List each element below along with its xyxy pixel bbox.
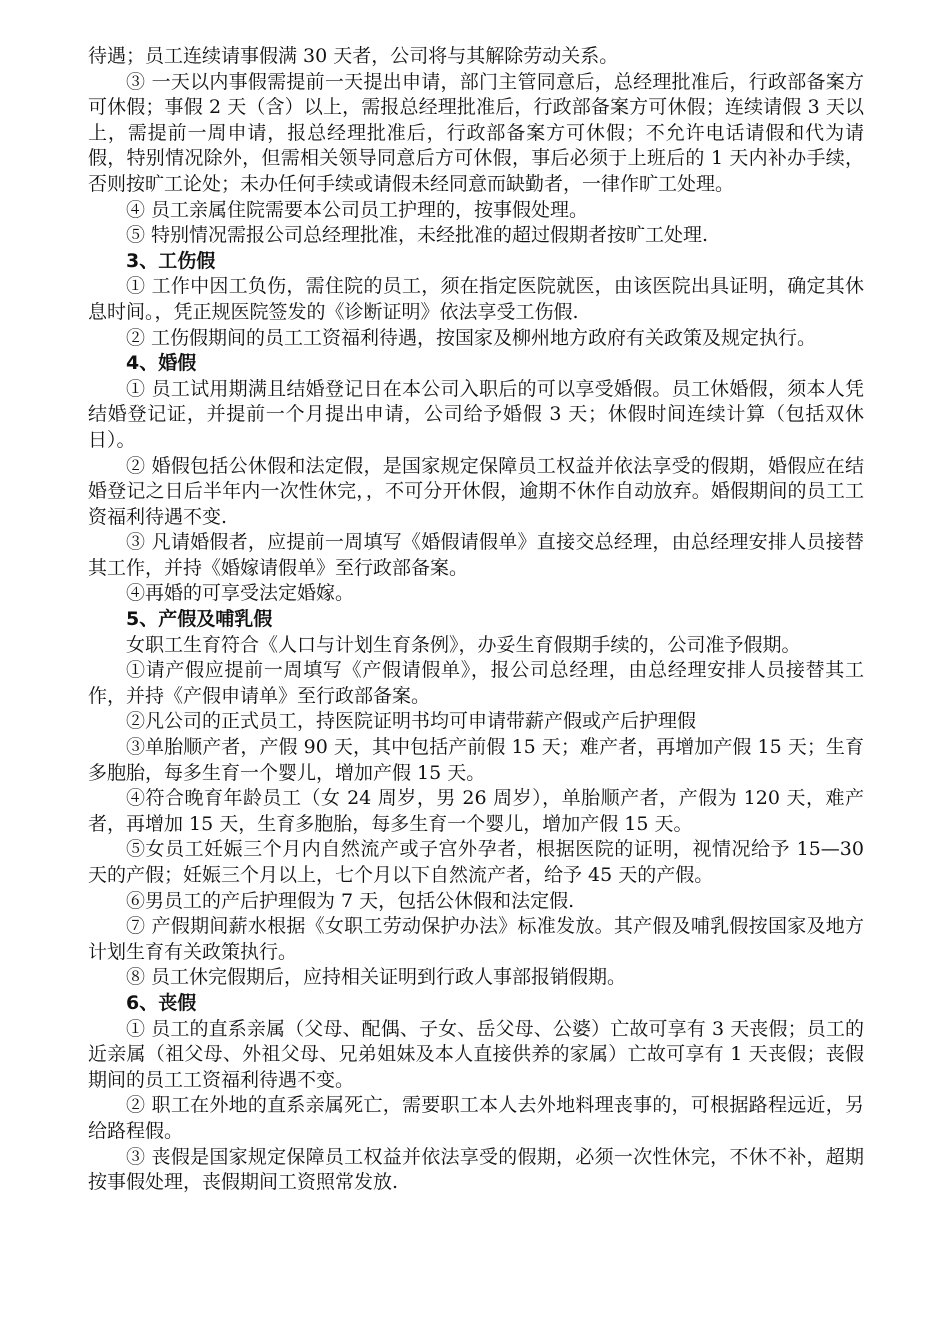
section-heading: 5、产假及哺乳假 (126, 608, 273, 631)
paragraph: ④再婚的可享受法定婚嫁。 (126, 582, 355, 605)
paragraph: ⑤女员工妊娠三个月内自然流产或子宫外孕者，根据医院的证明，视情况给予 15—30 天的产假；妊娠三个月以上，七个月以下自然流产者，给予 45 天的产假。 (88, 838, 864, 886)
section-heading: 6、丧假 (126, 991, 197, 1014)
section-heading: 4、婚假 (126, 352, 197, 375)
section-heading: 3、工伤假 (126, 249, 216, 272)
paragraph: ① 员工试用期满且结婚登记日在本公司入职后的可以享受婚假。员工休婚假，须本人凭结婚登记证，并提前一个月提出申请，公司给予婚假 3 天；休假时间连续计算（包括双休日）。 (88, 377, 864, 451)
paragraph: ① 工作中因工负伤，需住院的员工，须在指定医院就医，由该医院出具证明，确定其休息时间。，凭正规医院签发的《诊断证明》依法享受工伤假. (88, 275, 864, 323)
paragraph: ⑦ 产假期间薪水根据《女职工劳动保护办法》标准发放。其产假及哺乳假按国家及地方计划生育有关政策执行。 (88, 915, 864, 963)
paragraph: ⑤ 特别情况需报公司总经理批准，未经批准的超过假期者按旷工处理. (126, 224, 709, 247)
paragraph: 女职工生育符合《人口与计划生育条例》，办妥生育假期手续的，公司准予假期。 (126, 633, 801, 656)
paragraph: ⑧ 员工休完假期后，应持相关证明到行政人事部报销假期。 (126, 966, 627, 989)
paragraph: ④ 员工亲属住院需要本公司员工护理的，按事假处理。 (126, 198, 589, 221)
paragraph: ③ 凡请婚假者，应提前一周填写《婚假请假单》直接交总经理，由总经理安排人员接替其工作，并持《婚嫁请假单》至行政部备案。 (88, 531, 864, 579)
paragraph: ⑥男员工的产后护理假为 7 天，包括公休假和法定假. (126, 889, 575, 912)
paragraph: ③单胎顺产者，产假 90 天，其中包括产前假 15 天；难产者，再增加产假 15 天；生育多胞胎，每多生育一个婴儿，增加产假 15 天。 (88, 736, 864, 784)
paragraph: ② 工伤假期间的员工工资福利待遇，按国家及柳州地方政府有关政策及规定执行。 (126, 326, 817, 349)
paragraph: ③ 丧假是国家规定保障员工权益并依法享受的假期，必须一次性休完，不休不补，超期按事假处理，丧假期间工资照常发放. (88, 1145, 864, 1194)
document-body (88, 44, 864, 1196)
paragraph: ①请产假应提前一周填写《产假请假单》，报公司总经理，由总经理安排人员接替其工作，并持《产假申请单》至行政部备案。 (88, 659, 864, 707)
paragraph: ① 员工的直系亲属（父母、配偶、子女、岳父母、公婆）亡故可享有 3 天丧假；员工的近亲属（祖父母、外祖父母、兄弟姐妹及本人直接供养的家属）亡故可享有 1 天丧假；丧假期间的员工工资福利待遇不变。 (88, 1017, 864, 1091)
paragraph: ④符合晚育年龄员工（女 24 周岁，男 26 周岁），单胎顺产者，产假为 120 天，难产者，再增加 15 天，生育多胞胎，每多生育一个婴儿，增加产假 15 天。 (88, 787, 864, 835)
paragraph: ② 婚假包括公休假和法定假，是国家规定保障员工权益并依法享受的假期，婚假应在结婚登记之日后半年内一次性休完，，不可分开休假，逾期不休作自动放弃。婚假期间的员工工资福利待遇不变. (88, 454, 864, 528)
paragraph: ② 职工在外地的直系亲属死亡，需要职工本人去外地料理丧事的，可根据路程远近，另给路程假。 (88, 1094, 864, 1142)
paragraph: ③ 一天以内事假需提前一天提出申请，部门主管同意后，总经理批准后，行政部备案方可休假；事假 2 天（含）以上，需报总经理批准后，行政部备案方可休假；连续请假 3 天以上，需提前一周申请，报总经理批准后，行政部备案方可休假；不允许电话请假和代为请假，特别情况除外，但需相关领导同意后方可休假，事后必须于上班后的 1 天内补办手续，否则按旷工论处；未办任何手续或请假未经同意而缺勤者，一律作旷工处理。 (88, 70, 864, 195)
paragraph: ②凡公司的正式员工，持医院证明书均可申请带薪产假或产后护理假 (126, 710, 697, 733)
paragraph: 待遇；员工连续请事假满 30 天者，公司将与其解除劳动关系。 (88, 45, 619, 67)
